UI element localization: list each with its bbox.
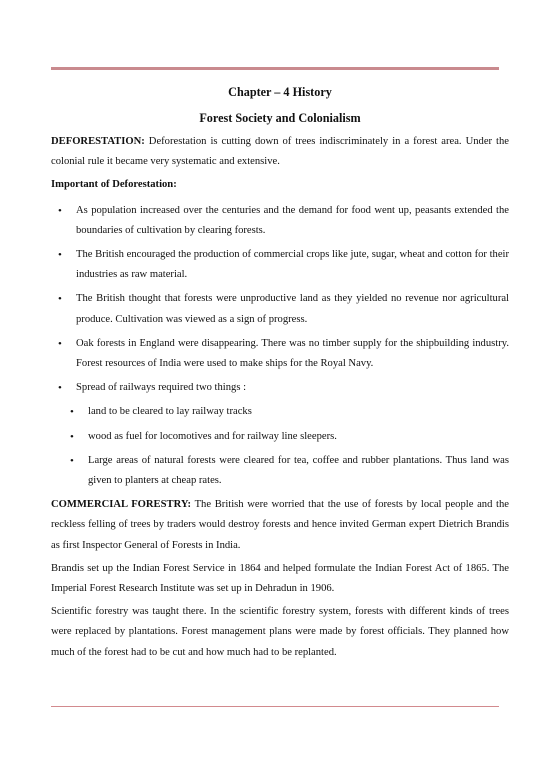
sub-list-item: • wood as fuel for locomotives and for railway line sleepers. [67, 427, 509, 447]
scientific-forestry-paragraph: Scientific forestry was taught there. In the scientific forestry system, forests with different kinds of trees were replaced by plantations. Forest management plans were made by forest officials. They planned how much of the forest had to be cut and how much had to be replanted. [51, 606, 509, 658]
chapter-subtitle: Forest Society and Colonialism [199, 111, 361, 125]
list-item: • As population increased over the centuries and the demand for food went up, peasants extended the boundaries of cultivation by clearing forests. [55, 201, 509, 241]
sub-list-item: • Large areas of natural forests were cleared for tea, coffee and rubber plantations. Thus land was given to planters at cheap rates. [67, 451, 509, 491]
list-item: • The British encouraged the production of commercial crops like jute, sugar, wheat and cotton for their industries as raw material. [55, 245, 509, 285]
sub-list-item: • land to be cleared to lay railway tracks [67, 402, 509, 422]
footer-rule [51, 706, 499, 707]
importance-heading: Important of Deforestation: [51, 179, 177, 191]
list-item: • The British thought that forests were unproductive land as they yielded no revenue nor agricultural produce. Cultivation was viewed as a sign of progress. [55, 289, 509, 329]
commercial-forestry-paragraph [51, 495, 509, 556]
commercial-forestry-text: The British were worried that the use of forests by local people and the reckless felling of trees by traders would destroy forests and hence invited German expert Dietrich Brandis as first Inspector General of Forests in India. [51, 499, 510, 551]
header-rule [51, 67, 499, 70]
deforestation-paragraph [51, 132, 509, 172]
importance-list [51, 201, 509, 399]
deforestation-term: DEFORESTATION: [51, 136, 145, 147]
list-item: • Oak forests in England were disappearing. There was no timber supply for the shipbuilding industry. Forest resources of India were used to make ships for the Royal Navy. [55, 334, 509, 374]
document-body [51, 82, 509, 666]
list-item: • Spread of railways required two things : [55, 378, 509, 398]
brandis-paragraph: Brandis set up the Indian Forest Service in 1864 and helped formulate the Indian Forest Act of 1865. The Imperial Forest Research Institute was set up in Dehradun in 1906. [51, 562, 509, 595]
commercial-forestry-term: COMMERCIAL FORESTRY: [51, 499, 192, 511]
deforestation-text: Deforestation is cutting down of trees indiscriminately in a forest area. Under the colonial rule it became very systematic and extensive. [51, 136, 509, 168]
railway-sub-list [51, 402, 509, 491]
chapter-title: Chapter – 4 History [228, 85, 332, 99]
